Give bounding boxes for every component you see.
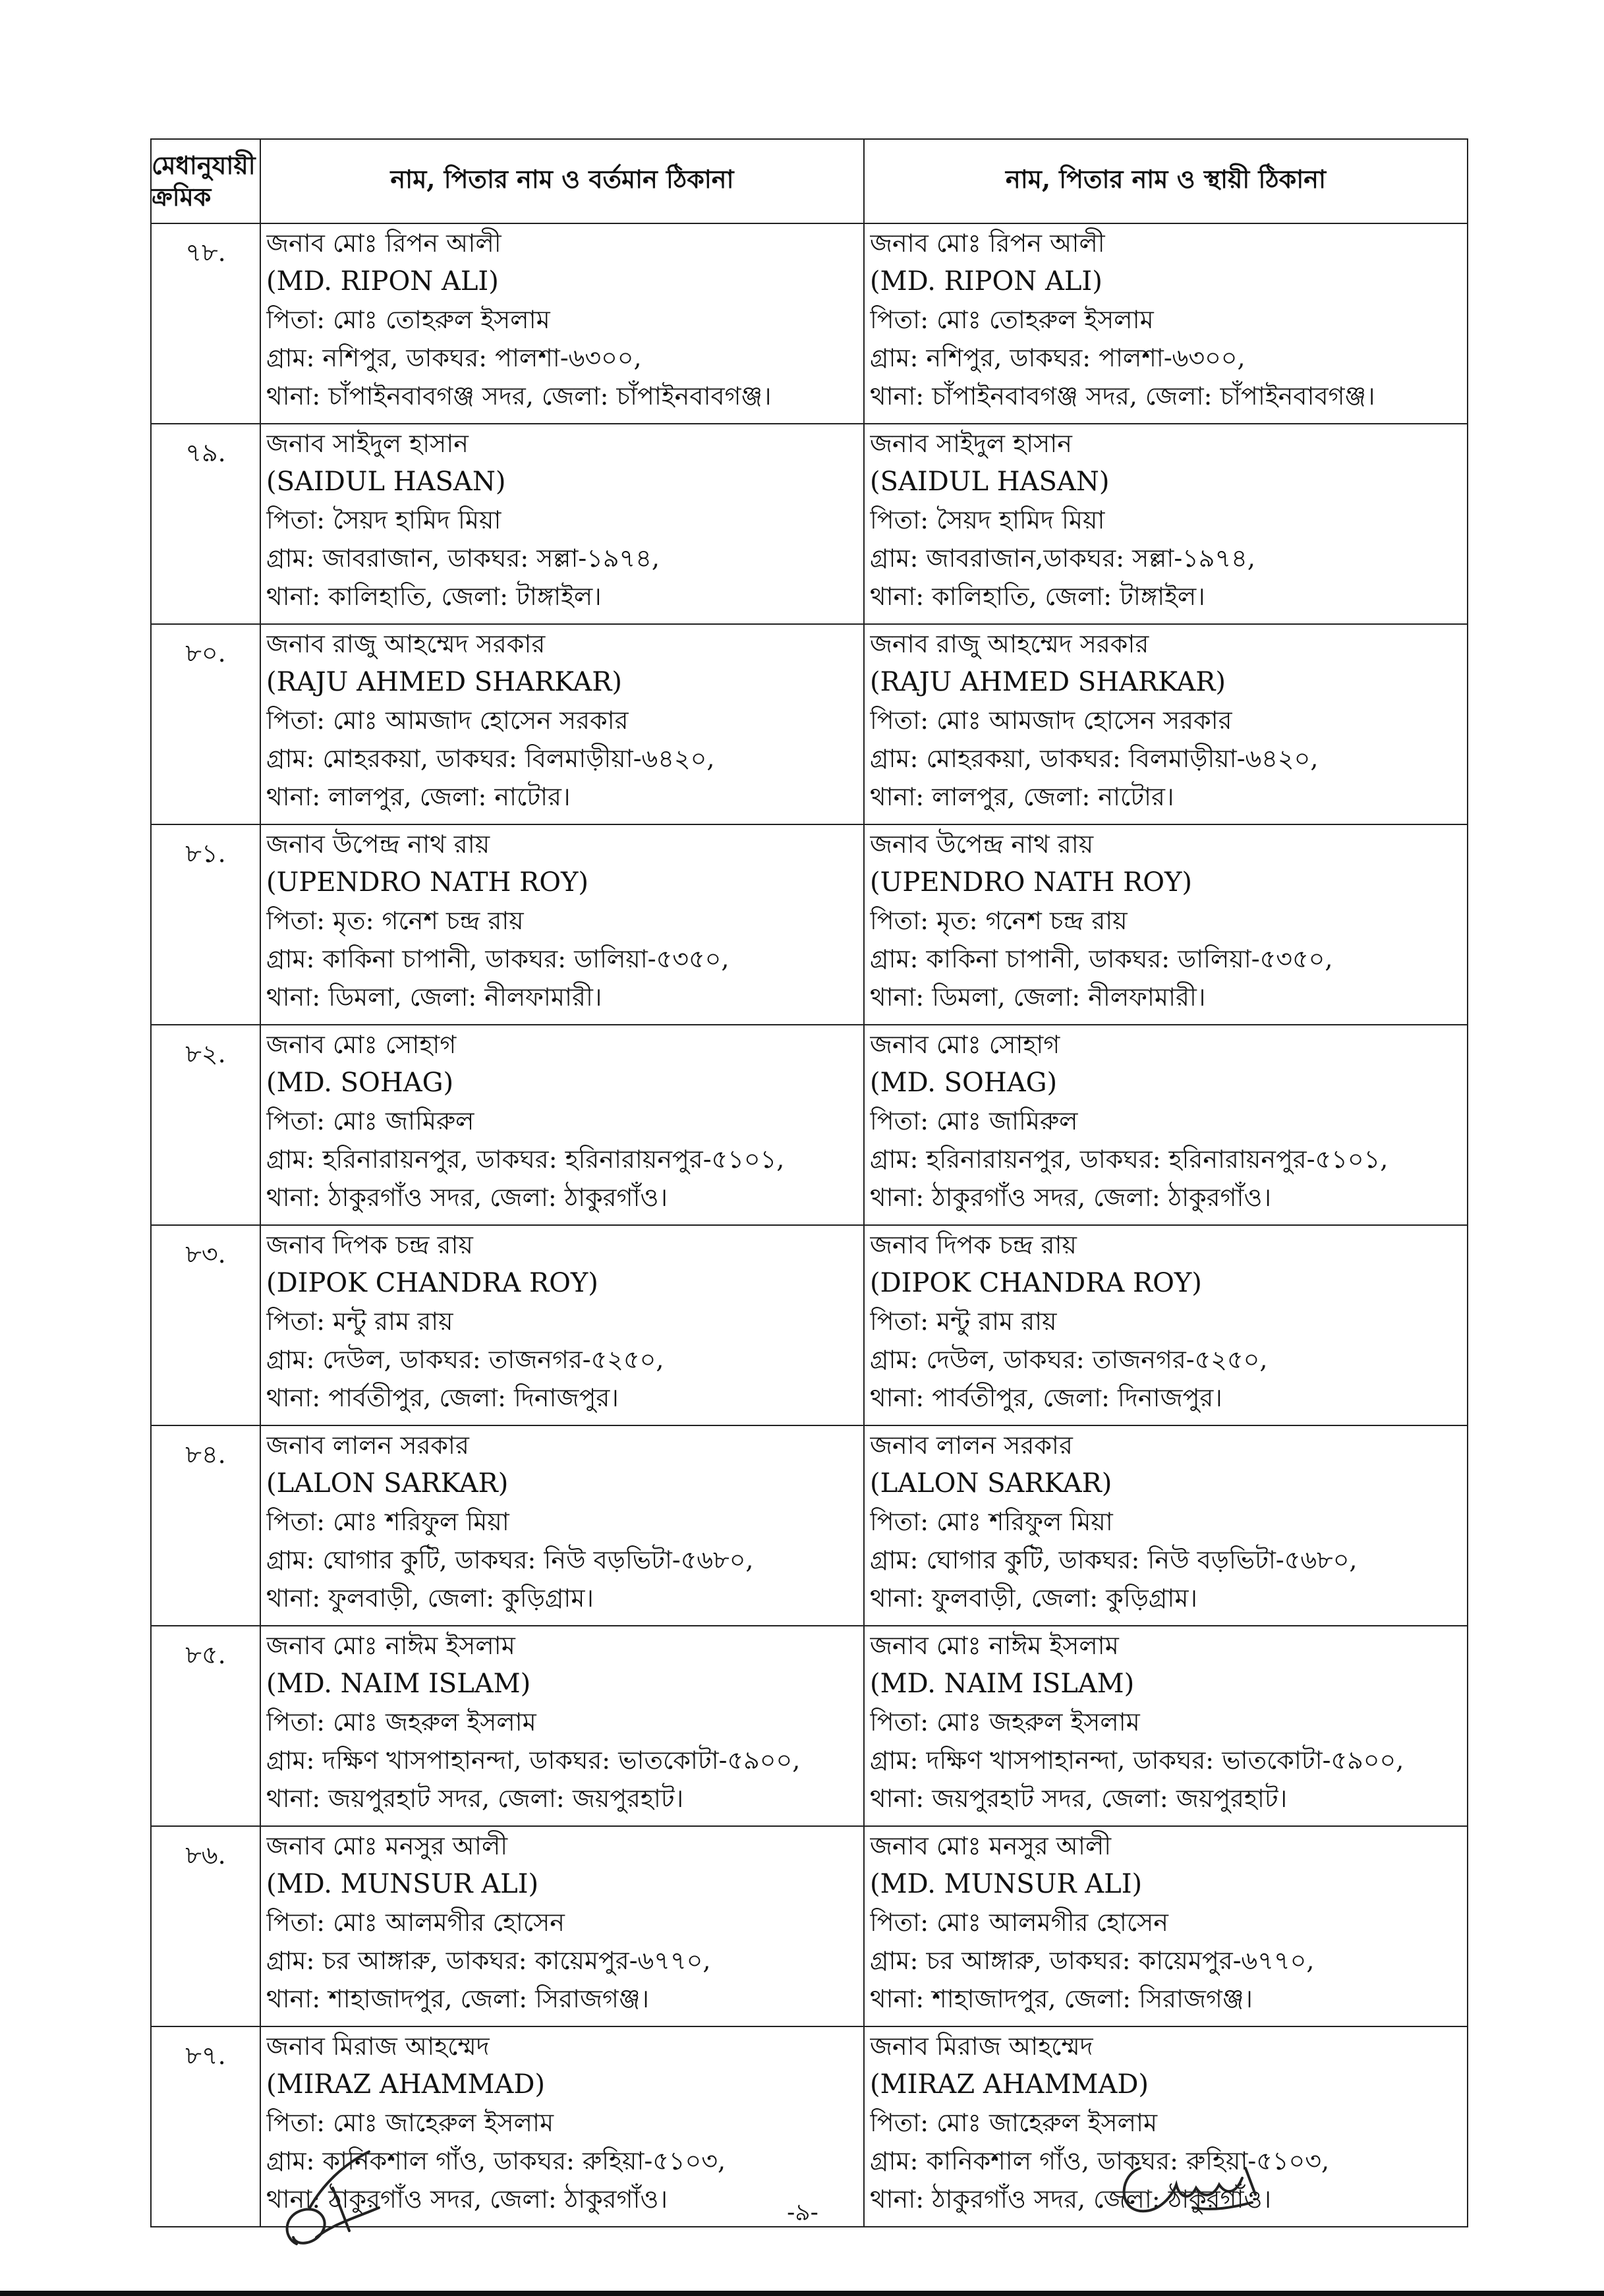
present-name-en: (MIRAZ AHAMMAD) [266, 2069, 546, 2100]
present-father-name: পিতা: মোঃ আমজাদ হোসেন সরকার [266, 706, 629, 735]
present-thana-district: থানা: ঠাকুরগাঁও সদর, জেলা: ঠাকুরগাঁও। [266, 1183, 668, 1212]
present-village-postoffice: গ্রাম: জাবরাজান, ডাকঘর: সল্লা-১৯৭৪, [266, 544, 660, 573]
permanent-name-en: (DIPOK CHANDRA ROY) [870, 1268, 1202, 1298]
permanent-father-name: পিতা: মোঃ আলমগীর হোসেন [870, 1908, 1168, 1937]
present-village-postoffice: গ্রাম: নশিপুর, ডাকঘর: পালশা-৬৩০০, [266, 343, 642, 372]
serial-number: ৮৬. [151, 1826, 260, 2026]
permanent-name-en: (MD. NAIM ISLAM) [870, 1669, 1135, 1699]
present-name-en: (DIPOK CHANDRA ROY) [266, 1268, 598, 1298]
permanent-name-en: (MD. RIPON ALI) [870, 266, 1103, 297]
table-row [151, 1626, 1468, 1826]
present-name-bn: জনাব মোঃ সোহাগ [266, 1030, 457, 1059]
permanent-father-name: পিতা: মোঃ জহরুল ইসলাম [870, 1708, 1140, 1736]
present-thana-district: থানা: ফুলবাড়ী, জেলা: কুড়িগ্রাম। [266, 1584, 594, 1613]
present-name-en: (MD. SOHAG) [266, 1068, 454, 1098]
present-father-name: পিতা: মোঃ জহরুল ইসলাম [266, 1708, 536, 1736]
present-name-en: (MD. NAIM ISLAM) [266, 1669, 531, 1699]
signature-right [1114, 2155, 1272, 2227]
table-row [151, 1425, 1468, 1626]
serial-header-line-2: ক্রমিক [152, 182, 212, 212]
permanent-name-en: (MD. SOHAG) [870, 1068, 1058, 1098]
present-name-bn: জনাব মোঃ মনসুর আলী [266, 1831, 508, 1860]
present-address-cell [260, 1826, 864, 2026]
permanent-village-postoffice: গ্রাম: হরিনারায়নপুর, ডাকঘর: হরিনারায়নপুর-৫১০১, [870, 1145, 1389, 1174]
permanent-address-cell [864, 1425, 1468, 1626]
permanent-name-en: (SAIDUL HASAN) [870, 467, 1110, 497]
permanent-address-cell [864, 223, 1468, 424]
permanent-name-en: (LALON SARKAR) [870, 1468, 1112, 1499]
serial-number: ৭৯. [151, 424, 260, 624]
permanent-father-name: পিতা: সৈয়দ হামিদ মিয়া [870, 505, 1105, 534]
present-name-en: (MD. RIPON ALI) [266, 266, 499, 297]
present-father-name: পিতা: সৈয়দ হামিদ মিয়া [266, 505, 501, 534]
permanent-village-postoffice: গ্রাম: কাকিনা চাপানী, ডাকঘর: ডালিয়া-৫৩৫০, [870, 944, 1333, 973]
serial-number: ৮৫. [151, 1626, 260, 1826]
present-thana-district: থানা: চাঁপাইনবাবগঞ্জ সদর, জেলা: চাঁপাইনবাবগঞ্জ। [266, 382, 772, 411]
permanent-thana-district: থানা: ঠাকুরগাঁও সদর, জেলা: ঠাকুরগাঁও। [870, 2185, 1272, 2214]
present-name-bn: জনাব মোঃ নাঈম ইসলাম [266, 1631, 515, 1660]
present-name-en: (LALON SARKAR) [266, 1468, 509, 1499]
permanent-thana-district: থানা: ঠাকুরগাঁও সদর, জেলা: ঠাকুরগাঁও। [870, 1183, 1272, 1212]
present-address-cell [260, 1425, 864, 1626]
present-father-name: পিতা: মৃত: গনেশ চন্দ্র রায় [266, 906, 524, 935]
present-address-header: নাম, পিতার নাম ও বর্তমান ঠিকানা [260, 139, 864, 223]
table-row [151, 624, 1468, 824]
present-village-postoffice: গ্রাম: দক্ষিণ খাসপাহানন্দা, ডাকঘর: ভাতকোটা-৫৯০০, [266, 1746, 801, 1775]
serial-header [151, 139, 260, 223]
permanent-father-name: পিতা: মন্টু রাম রায় [870, 1307, 1057, 1336]
present-father-name: পিতা: মোঃ আলমগীর হোসেন [266, 1908, 565, 1937]
permanent-name-en: (MD. MUNSUR ALI) [870, 1869, 1143, 1899]
permanent-name-bn: জনাব দিপক চন্দ্র রায় [870, 1230, 1077, 1259]
candidate-table [150, 138, 1468, 2227]
present-village-postoffice: গ্রাম: চর আঙ্গারু, ডাকঘর: কায়েমপুর-৬৭৭০, [266, 1946, 711, 1975]
present-address-cell [260, 1025, 864, 1225]
present-thana-district: থানা: ঠাকুরগাঁও সদর, জেলা: ঠাকুরগাঁও। [266, 2185, 668, 2214]
present-father-name: পিতা: মোঃ জামিরুল [266, 1106, 474, 1135]
present-father-name: পিতা: মোঃ শরিফুল মিয়া [266, 1507, 509, 1536]
present-village-postoffice: গ্রাম: মোহরকয়া, ডাকঘর: বিলমাড়ীয়া-৬৪২০, [266, 744, 715, 773]
serial-number: ৮২. [151, 1025, 260, 1225]
present-name-bn: জনাব দিপক চন্দ্র রায় [266, 1230, 473, 1259]
present-address-cell [260, 624, 864, 824]
permanent-address-header: নাম, পিতার নাম ও স্থায়ী ঠিকানা [864, 139, 1468, 223]
permanent-father-name: পিতা: মোঃ জাহেরুল ইসলাম [870, 2108, 1158, 2137]
table-row [151, 1225, 1468, 1425]
permanent-father-name: পিতা: মোঃ শরিফুল মিয়া [870, 1507, 1113, 1536]
permanent-name-en: (MIRAZ AHAMMAD) [870, 2069, 1149, 2100]
present-thana-district: থানা: জয়পুরহাট সদর, জেলা: জয়পুরহাট। [266, 1784, 684, 1813]
table-row [151, 424, 1468, 624]
present-name-en: (SAIDUL HASAN) [266, 467, 506, 497]
permanent-name-bn: জনাব মিরাজ আহম্মেদ [870, 2032, 1093, 2061]
permanent-father-name: পিতা: মোঃ জামিরুল [870, 1106, 1078, 1135]
permanent-village-postoffice: গ্রাম: মোহরকয়া, ডাকঘর: বিলমাড়ীয়া-৬৪২০, [870, 744, 1319, 773]
permanent-father-name: পিতা: মৃত: গনেশ চন্দ্র রায় [870, 906, 1128, 935]
permanent-address-cell [864, 1626, 1468, 1826]
present-name-bn: জনাব মোঃ রিপন আলী [266, 229, 501, 258]
permanent-name-bn: জনাব মোঃ মনসুর আলী [870, 1831, 1112, 1860]
serial-header-line-1: মেধানুযায়ী [152, 150, 256, 180]
present-name-bn: জনাব উপেন্দ্র নাথ রায় [266, 830, 490, 859]
permanent-village-postoffice: গ্রাম: দেউল, ডাকঘর: তাজনগর-৫২৫০, [870, 1345, 1268, 1374]
page-number: -৯- [787, 2199, 818, 2226]
permanent-name-en: (UPENDRO NATH ROY) [870, 867, 1193, 898]
permanent-name-bn: জনাব উপেন্দ্র নাথ রায় [870, 830, 1094, 859]
permanent-village-postoffice: গ্রাম: চর আঙ্গারু, ডাকঘর: কায়েমপুর-৬৭৭০, [870, 1946, 1315, 1975]
permanent-address-cell [864, 424, 1468, 624]
present-name-bn: জনাব রাজু আহম্মেদ সরকার [266, 629, 546, 658]
present-father-name: পিতা: মোঃ জাহেরুল ইসলাম [266, 2108, 554, 2137]
table-row [151, 223, 1468, 424]
present-thana-district: থানা: লালপুর, জেলা: নাটোর। [266, 782, 571, 811]
table-header-row [151, 139, 1468, 223]
table-row [151, 1826, 1468, 2026]
bottom-rule [0, 2291, 1604, 2296]
present-father-name: পিতা: মোঃ তোহরুল ইসলাম [266, 305, 550, 334]
present-village-postoffice: গ্রাম: দেউল, ডাকঘর: তাজনগর-৫২৫০, [266, 1345, 664, 1374]
present-address-cell [260, 1626, 864, 1826]
present-village-postoffice: গ্রাম: হরিনারায়নপুর, ডাকঘর: হরিনারায়নপুর-৫১০১, [266, 1145, 785, 1174]
serial-number: ৮৩. [151, 1225, 260, 1425]
permanent-address-cell [864, 824, 1468, 1025]
present-thana-district: থানা: শাহাজাদপুর, জেলা: সিরাজগঞ্জ। [266, 1984, 650, 2013]
permanent-thana-district: থানা: ডিমলা, জেলা: নীলফামারী। [870, 983, 1206, 1012]
present-address-cell [260, 1225, 864, 1425]
signature-left [270, 2145, 402, 2257]
permanent-address-cell [864, 1225, 1468, 1425]
permanent-village-postoffice: গ্রাম: জাবরাজান,ডাকঘর: সল্লা-১৯৭৪, [870, 544, 1255, 573]
present-village-postoffice: গ্রাম: ঘোগার কুটি, ডাকঘর: নিউ বড়ভিটা-৫৬৮০, [266, 1545, 754, 1574]
permanent-village-postoffice: গ্রাম: দক্ষিণ খাসপাহানন্দা, ডাকঘর: ভাতকোটা-৫৯০০, [870, 1746, 1404, 1775]
permanent-name-bn: জনাব রাজু আহম্মেদ সরকার [870, 629, 1149, 658]
permanent-address-cell [864, 624, 1468, 824]
table-row [151, 824, 1468, 1025]
permanent-name-bn: জনাব সাইদুল হাসান [870, 429, 1072, 458]
serial-number: ৮০. [151, 624, 260, 824]
permanent-father-name: পিতা: মোঃ তোহরুল ইসলাম [870, 305, 1154, 334]
present-address-cell [260, 824, 864, 1025]
present-name-bn: জনাব সাইদুল হাসান [266, 429, 469, 458]
present-village-postoffice: গ্রাম: কাকিনা চাপানী, ডাকঘর: ডালিয়া-৫৩৫০, [266, 944, 730, 973]
serial-number: ৭৮. [151, 223, 260, 424]
table-body [151, 223, 1468, 2227]
permanent-thana-district: থানা: চাঁপাইনবাবগঞ্জ সদর, জেলা: চাঁপাইনবাবগঞ্জ। [870, 382, 1375, 411]
permanent-name-bn: জনাব মোঃ নাঈম ইসলাম [870, 1631, 1119, 1660]
permanent-thana-district: থানা: পার্বতীপুর, জেলা: দিনাজপুর। [870, 1383, 1222, 1412]
present-name-bn: জনাব মিরাজ আহম্মেদ [266, 2032, 490, 2061]
present-name-bn: জনাব লালন সরকার [266, 1431, 469, 1460]
permanent-thana-district: থানা: শাহাজাদপুর, জেলা: সিরাজগঞ্জ। [870, 1984, 1253, 2013]
permanent-name-bn: জনাব মোঃ রিপন আলী [870, 229, 1105, 258]
permanent-thana-district: থানা: লালপুর, জেলা: নাটোর। [870, 782, 1174, 811]
permanent-village-postoffice: গ্রাম: নশিপুর, ডাকঘর: পালশা-৬৩০০, [870, 343, 1246, 372]
permanent-village-postoffice: গ্রাম: কানিকশাল গাঁও, ডাকঘর: রুহিয়া-৫১০৩, [870, 2146, 1330, 2175]
permanent-address-cell [864, 1025, 1468, 1225]
permanent-thana-district: থানা: ফুলবাড়ী, জেলা: কুড়িগ্রাম। [870, 1584, 1198, 1613]
present-name-en: (MD. MUNSUR ALI) [266, 1869, 539, 1899]
permanent-address-cell [864, 1826, 1468, 2026]
present-name-en: (UPENDRO NATH ROY) [266, 867, 589, 898]
table-row [151, 1025, 1468, 1225]
permanent-thana-district: থানা: জয়পুরহাট সদর, জেলা: জয়পুরহাট। [870, 1784, 1288, 1813]
serial-number: ৮৪. [151, 1425, 260, 1626]
permanent-village-postoffice: গ্রাম: ঘোগার কুটি, ডাকঘর: নিউ বড়ভিটা-৫৬৮০, [870, 1545, 1358, 1574]
present-thana-district: থানা: কালিহাতি, জেলা: টাঙ্গাইল। [266, 582, 602, 611]
present-address-cell [260, 424, 864, 624]
present-village-postoffice: গ্রাম: কানিকশাল গাঁও, ডাকঘর: রুহিয়া-৫১০৩, [266, 2146, 726, 2175]
permanent-thana-district: থানা: কালিহাতি, জেলা: টাঙ্গাইল। [870, 582, 1205, 611]
present-address-cell [260, 223, 864, 424]
present-thana-district: থানা: ডিমলা, জেলা: নীলফামারী। [266, 983, 602, 1012]
serial-number: ৮৭. [151, 2026, 260, 2227]
permanent-name-bn: জনাব মোঃ সোহাগ [870, 1030, 1060, 1059]
present-thana-district: থানা: পার্বতীপুর, জেলা: দিনাজপুর। [266, 1383, 619, 1412]
present-father-name: পিতা: মন্টু রাম রায় [266, 1307, 453, 1336]
permanent-name-bn: জনাব লালন সরকার [870, 1431, 1073, 1460]
serial-number: ৮১. [151, 824, 260, 1025]
permanent-name-en: (RAJU AHMED SHARKAR) [870, 667, 1226, 697]
permanent-father-name: পিতা: মোঃ আমজাদ হোসেন সরকার [870, 706, 1232, 735]
present-name-en: (RAJU AHMED SHARKAR) [266, 667, 622, 697]
